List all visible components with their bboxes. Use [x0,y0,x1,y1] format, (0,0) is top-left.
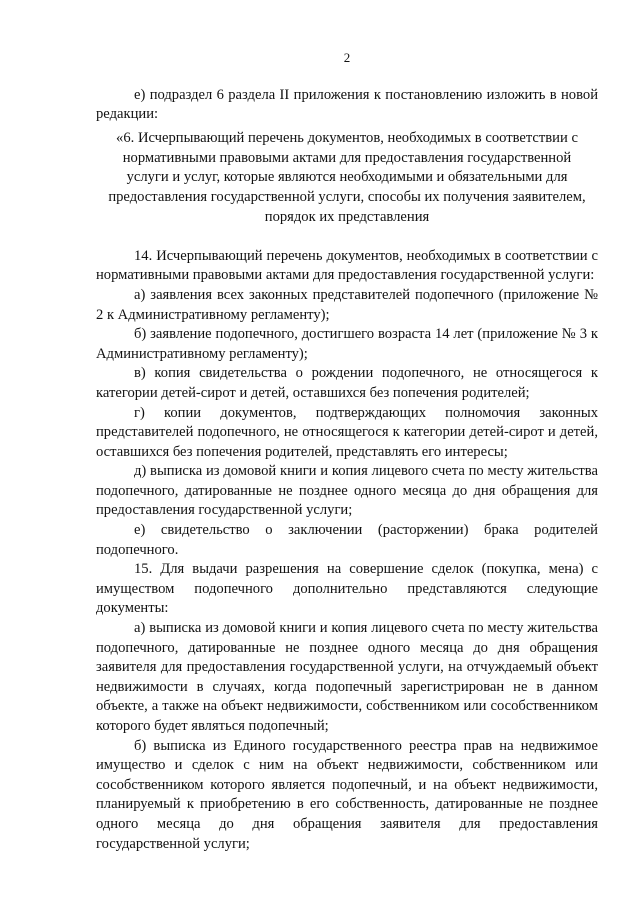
list-item-15b: б) выписка из Единого государственного реестра прав на недвижимое имущество и сделок с ним на объект недвижимости, собственником или сособственником которого является подопечный, и на объект недвижимости, планируемый к приобретению в его собственность, датированные не позднее одного месяца до дня обращения заявителя для предоставления государственной услуги; [96,737,598,852]
list-item-14b: б) заявление подопечного, достигшего возраста 14 лет (приложение № 3 к Административному регламенту); [96,326,598,362]
list-item-14a: а) заявления всех законных представителей подопечного (приложение № 2 к Административному регламенту); [96,286,598,323]
list-item-14d: г) копии документов, подтверждающих полномочия законных представителей подопечного, не относящегося к категории детей-сирот и детей, оставшихся без попечения родителей, представлять его интересы; [96,404,598,460]
list-item-15a: а) выписка из домовой книги и копия лицевого счета по месту жительства подопечного, датированные не позднее одного месяца до дня обращения заявителя для предоставления государственной услуги, на отчуждаемый объект недвижимости в случаях, когда подопечный зарегистрирован не в данном объекте, а также на объект недвижимости, собственником или сособственником которого будет являться подопечный; [96,620,598,735]
list-item-14c: в) копия свидетельства о рождении подопечного, не относящегося к категории детей-сирот и детей, оставшихся без попечения родителей; [96,365,598,401]
page-number: 2 [343,50,351,65]
list-item-14f: е) свидетельство о заключении (расторжении) брака родителей подопечного. [96,522,598,558]
list-item-14e: д) выписка из домовой книги и копия лицевого счета по месту жительства подопечного, датированные не позднее одного месяца до дня обращения для предоставления государственной услуги; [96,463,598,519]
section-title: «6. Исчерпывающий перечень документов, необходимых в соответствии с нормативными правовыми актами для предоставления государственной услуги и услуг, которые являются необходимыми и обязательными для предоставления государственной услуги, способы их получения заявителем, порядок их представления [108,129,586,225]
spacer [96,228,598,247]
intro-paragraph: е) подраздел 6 раздела II приложения к постановлению изложить в новой редакции: [96,86,598,123]
document-page [96,48,598,854]
paragraph-15: 15. Для выдачи разрешения на совершение сделок (покупка, мена) с имуществом подопечного дополнительно представляются следующие документы: [96,561,598,617]
paragraph-14: 14. Исчерпывающий перечень документов, необходимых в соответствии с нормативными правовыми актами для предоставления государственной услуги: [96,247,598,284]
